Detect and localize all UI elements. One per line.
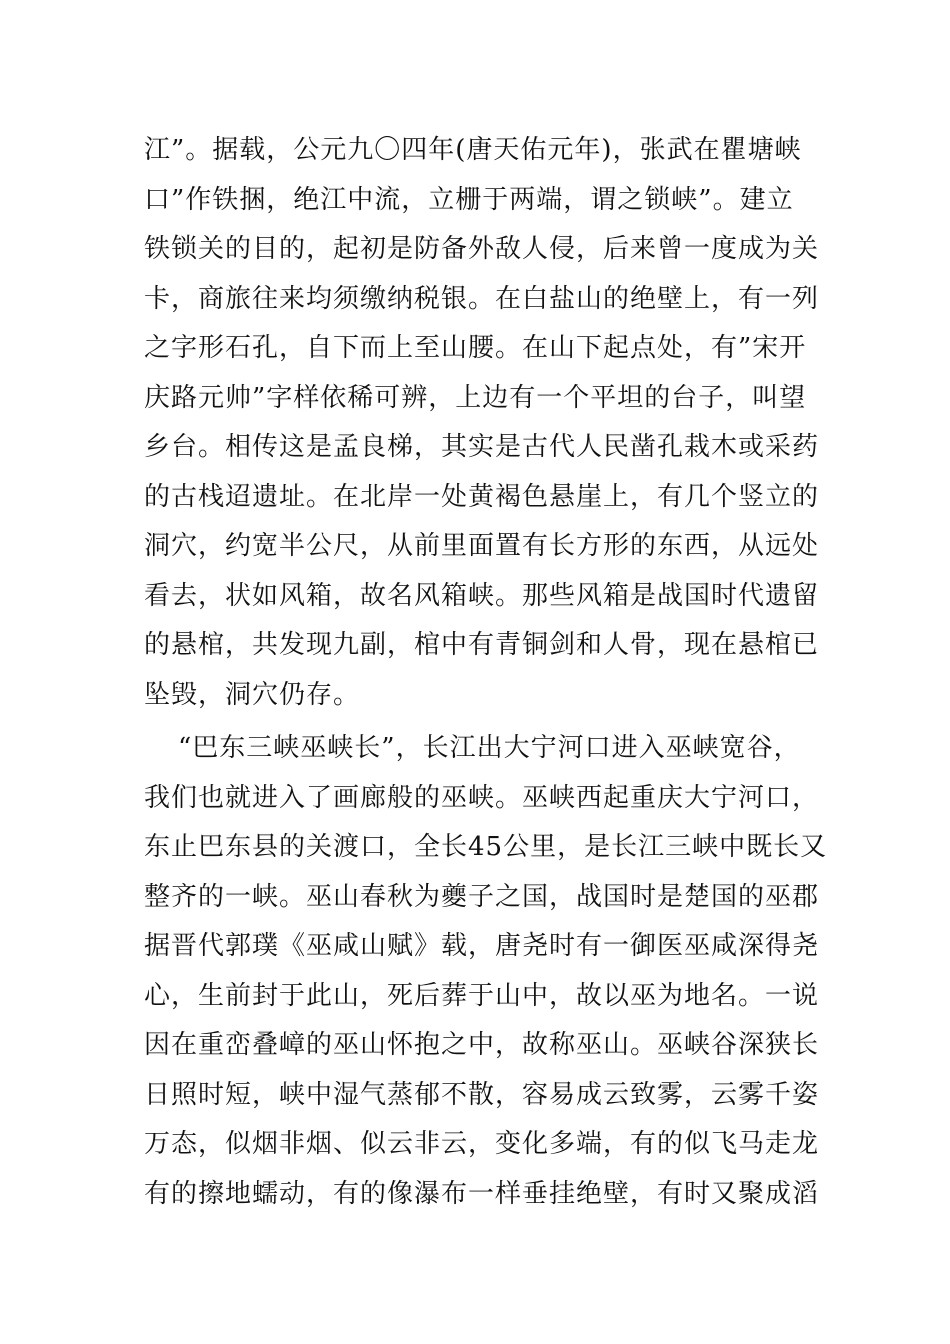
text-line: 万态，似烟非烟、似云非云，变化多端，有的似飞马走龙 <box>144 1129 820 1159</box>
text-line: 卡，商旅往来均须缴纳税银。在白盐山的绝壁上，有一列 <box>144 283 820 314</box>
text-line: 据晋代郭璞《巫咸山赋》载，唐尧时有一御医巫咸深得尧 <box>144 931 820 961</box>
text-line: 日照时短，峡中湿气蒸郁不散，容易成云致雾，云雾千姿 <box>144 1079 820 1110</box>
text-line: 整齐的一峡。巫山春秋为夔子之国，战国时是楚国的巫郡 <box>144 881 820 912</box>
text-line: 东止巴东县的关渡口，全长45公里，是长江三峡中既长又 <box>144 832 828 862</box>
text-line: 江”。据载，公元九〇四年(唐天佑元年)，张武在瞿塘峡 <box>144 135 802 165</box>
text-line: 口”作铁捆，绝江中流，立栅于两端，谓之锁峡”。建立 <box>144 184 794 215</box>
text-line: 心，生前封于此山，死后葬于山中，故以巫为地名。一说 <box>144 980 820 1011</box>
text-line: 的古栈迢遗址。在北岸一处黄褐色悬崖上，有几个竖立的 <box>144 481 820 512</box>
text-line: 因在重峦叠嶂的巫山怀抱之中，故称巫山。巫峡谷深狭长 <box>144 1030 820 1060</box>
text-line: 之字形石孔，自下而上至山腰。在山下起点处，有”宋开 <box>144 333 807 363</box>
text-line: 我们也就进入了画廊般的巫峡。巫峡西起重庆大宁河口， <box>144 782 820 813</box>
text-line: 乡台。相传这是孟良梯，其实是古代人民凿孔栽木或采药 <box>144 432 820 462</box>
paragraph-1 <box>144 126 844 720</box>
text-line: 看去，状如风箱，故名风箱峡。那些风箱是战国时代遗留 <box>144 580 820 611</box>
text-line: 洞穴，约宽半公尺，从前里面置有长方形的东西，从远处 <box>144 531 820 561</box>
text-line: 坠毁，洞穴仍存。 <box>144 679 361 710</box>
text-line: 有的擦地蠕动，有的像瀑布一样垂挂绝壁，有时又聚成滔 <box>144 1178 820 1209</box>
paragraph-2 <box>144 724 844 1219</box>
text-line: 庆路元帅”字样依稀可辨，上边有一个平坦的台子，叫望 <box>144 382 807 413</box>
text-line: 的悬棺，共发现九副，棺中有青铜剑和人骨，现在悬棺已 <box>144 630 820 660</box>
text-line: “巴东三峡巫峡长”，长江出大宁河口进入巫峡宽谷， <box>178 733 801 763</box>
text-line: 铁锁关的目的，起初是防备外敌人侵，后来曾一度成为关 <box>144 234 820 264</box>
document-body <box>144 126 844 1219</box>
